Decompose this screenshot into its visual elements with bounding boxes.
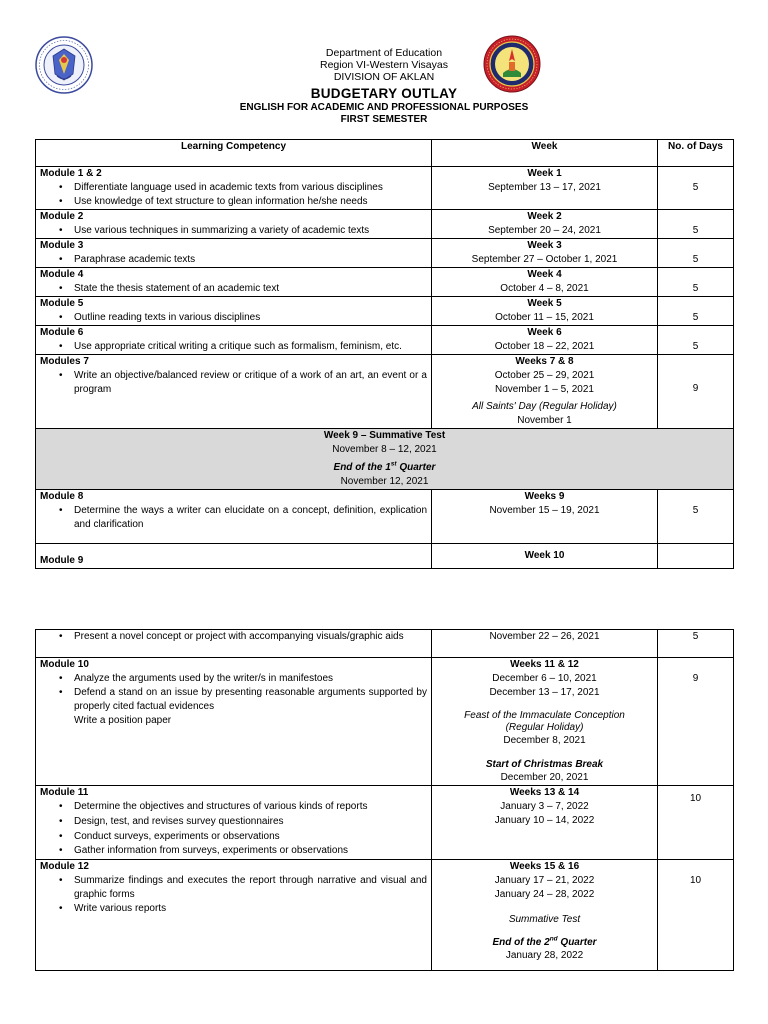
days-value: 5 — [692, 254, 699, 265]
week-dates: December 6 – 10, 2021 — [492, 673, 597, 684]
holiday-date: November 1 — [517, 415, 572, 426]
days-value: 5 — [692, 225, 699, 236]
end-of-quarter-date: January 28, 2022 — [505, 950, 584, 962]
holiday-note-sub: (Regular Holiday) — [505, 722, 584, 733]
competency-item: • Outline reading texts in various disciplines — [74, 311, 427, 325]
week-label: Week 3 — [527, 240, 562, 251]
days-value: 5 — [692, 341, 699, 352]
competency-item: • Determine the objectives and structures of various kinds of reports — [74, 800, 427, 815]
table-row — [36, 355, 734, 429]
days-value: 9 — [692, 383, 699, 394]
week-label: Week 4 — [527, 269, 562, 280]
week-dates: January 10 – 14, 2022 — [494, 815, 595, 826]
competency-cell — [36, 167, 432, 210]
week-dates: November 22 – 26, 2021 — [489, 631, 600, 642]
week-label: Week 2 — [527, 211, 562, 222]
competency-item: • Analyze the arguments used by the writer/s in manifestoes — [74, 672, 427, 686]
days-value: 5 — [692, 283, 699, 294]
summative-test-note: Summative Test — [508, 914, 581, 926]
week-dates: December 13 – 17, 2021 — [489, 687, 600, 698]
module-label: Module 3 — [40, 240, 84, 251]
days-cell — [658, 544, 734, 569]
week-dates: October 18 – 22, 2021 — [494, 341, 595, 352]
summative-dates: November 8 – 12, 2021 — [332, 444, 437, 455]
table-header-row — [36, 140, 734, 167]
days-value: 10 — [689, 793, 702, 804]
holiday-date: December 8, 2021 — [503, 735, 586, 746]
table-row — [36, 658, 734, 786]
table-row — [36, 630, 734, 658]
week-label: Weeks 7 & 8 — [515, 356, 574, 367]
header-learning-competency: Learning Competency — [36, 140, 432, 167]
competency-item: • Paraphrase academic texts — [74, 253, 427, 267]
document-title: BUDGETARY OUTLAY — [310, 86, 458, 101]
days-value: 5 — [692, 312, 699, 323]
budgetary-outlay-table — [35, 139, 734, 569]
week-dates: September 13 – 17, 2021 — [488, 182, 601, 193]
competency-item: • Present a novel concept or project with accompanying visuals/graphic aids — [74, 630, 427, 644]
days-value: 5 — [692, 631, 699, 642]
week-label: Weeks 11 & 12 — [510, 659, 579, 670]
competency-item: • Summarize findings and executes the report through narrative and visual and graphic forms — [74, 874, 427, 902]
christmas-break-date: December 20, 2021 — [500, 772, 589, 783]
week-dates: October 11 – 15, 2021 — [495, 312, 594, 323]
holiday-note: All Saints' Day (Regular Holiday) — [472, 401, 617, 412]
days-value: 10 — [689, 875, 702, 887]
competency-item: • Use knowledge of text structure to glean information he/she needs — [74, 195, 427, 209]
division-name: DIVISION OF AKLAN — [333, 71, 435, 83]
module-label: Modules 7 — [40, 356, 89, 367]
competency-item: • Differentiate language used in academic texts from various disciplines — [74, 181, 427, 195]
competency-item: • Design, test, and revises survey questionnaires — [74, 815, 427, 830]
module-label: Module 8 — [40, 491, 84, 502]
christmas-break-label: Start of Christmas Break — [485, 759, 604, 770]
week-dates: September 27 – October 1, 2021 — [471, 254, 618, 265]
table-row — [36, 326, 734, 355]
week-dates: November 1 – 5, 2021 — [495, 384, 594, 395]
competency-item: • Determine the ways a writer can elucidate on a concept, definition, explication and clarification — [74, 504, 427, 532]
competency-item: • Use various techniques in summarizing a variety of academic texts — [74, 224, 427, 238]
table-row — [36, 210, 734, 239]
table-row — [36, 297, 734, 326]
week-dates: January 17 – 21, 2022 — [494, 875, 595, 887]
header-week: Week — [432, 140, 658, 167]
table-row — [36, 490, 734, 544]
module-label: Module 10 — [40, 659, 89, 670]
end-of-quarter-label: End of the 1st Quarter — [333, 460, 436, 473]
module-label: Module 5 — [40, 298, 84, 309]
holiday-note: Feast of the Immaculate Conception — [464, 710, 625, 721]
week-label: Weeks 15 & 16 — [509, 861, 580, 873]
days-value: 5 — [692, 505, 699, 516]
budgetary-outlay-table-continued — [35, 629, 734, 971]
module-label: Module 4 — [40, 269, 84, 280]
competency-item: • Defend a stand on an issue by presenting reasonable arguments supported by properly cited factual evidences — [74, 686, 427, 714]
week-label: Week 5 — [527, 298, 562, 309]
week-dates: January 3 – 7, 2022 — [500, 801, 589, 812]
table-row — [36, 167, 734, 210]
days-value: 5 — [692, 182, 699, 193]
week-label: Weeks 9 — [524, 491, 565, 502]
competency-item: • State the thesis statement of an academic text — [74, 282, 427, 296]
table-row — [36, 239, 734, 268]
summative-cell — [36, 429, 734, 490]
region-name: Region VI-Western Visayas — [319, 59, 448, 71]
week-cell — [432, 167, 658, 210]
week-label: Weeks 13 & 14 — [509, 787, 580, 798]
end-of-quarter-label: End of the 2nd Quarter — [492, 935, 597, 949]
table-row — [36, 860, 734, 971]
competency-item: • Write various reports — [74, 902, 427, 916]
module-label: Module 1 & 2 — [40, 168, 102, 179]
summative-test-row — [36, 429, 734, 490]
summative-title: Week 9 – Summative Test — [323, 430, 446, 441]
competency-item: • Conduct surveys, experiments or observations — [74, 830, 427, 845]
table-row — [36, 786, 734, 860]
module-label: Module 11 — [40, 787, 89, 798]
days-value: 9 — [692, 673, 699, 684]
competency-extra: Write a position paper — [74, 715, 172, 726]
header-no-of-days: No. of Days — [658, 140, 734, 167]
week-label: Week 10 — [524, 550, 565, 561]
table-row — [36, 544, 734, 569]
competency-item: • Gather information from surveys, experiments or observations — [74, 844, 427, 859]
module-label: Module 12 — [40, 861, 89, 873]
week-label: Week 6 — [527, 327, 562, 338]
table-row — [36, 268, 734, 297]
competency-item: • Write an objective/balanced review or critique of a work of an art, an event or a program — [74, 369, 427, 397]
subject-title: ENGLISH FOR ACADEMIC AND PROFESSIONAL PURPOSES — [239, 102, 529, 113]
department-name: Department of Education — [325, 47, 443, 59]
week-dates: October 25 – 29, 2021 — [494, 370, 595, 381]
module-label: Module 9 — [40, 555, 84, 566]
module-label: Module 2 — [40, 211, 84, 222]
competency-item: • Use appropriate critical writing a critique such as formalism, feminism, etc. — [74, 340, 427, 354]
week-dates: November 15 – 19, 2021 — [489, 505, 600, 516]
week-dates: January 24 – 28, 2022 — [494, 889, 595, 901]
module-label: Module 6 — [40, 327, 84, 338]
semester-label: FIRST SEMESTER — [340, 114, 428, 125]
end-of-quarter-date: November 12, 2021 — [340, 476, 429, 487]
week-dates: October 4 – 8, 2021 — [500, 283, 589, 294]
week-dates: September 20 – 24, 2021 — [488, 225, 601, 236]
week-label: Week 1 — [527, 168, 562, 179]
days-cell — [658, 167, 734, 210]
